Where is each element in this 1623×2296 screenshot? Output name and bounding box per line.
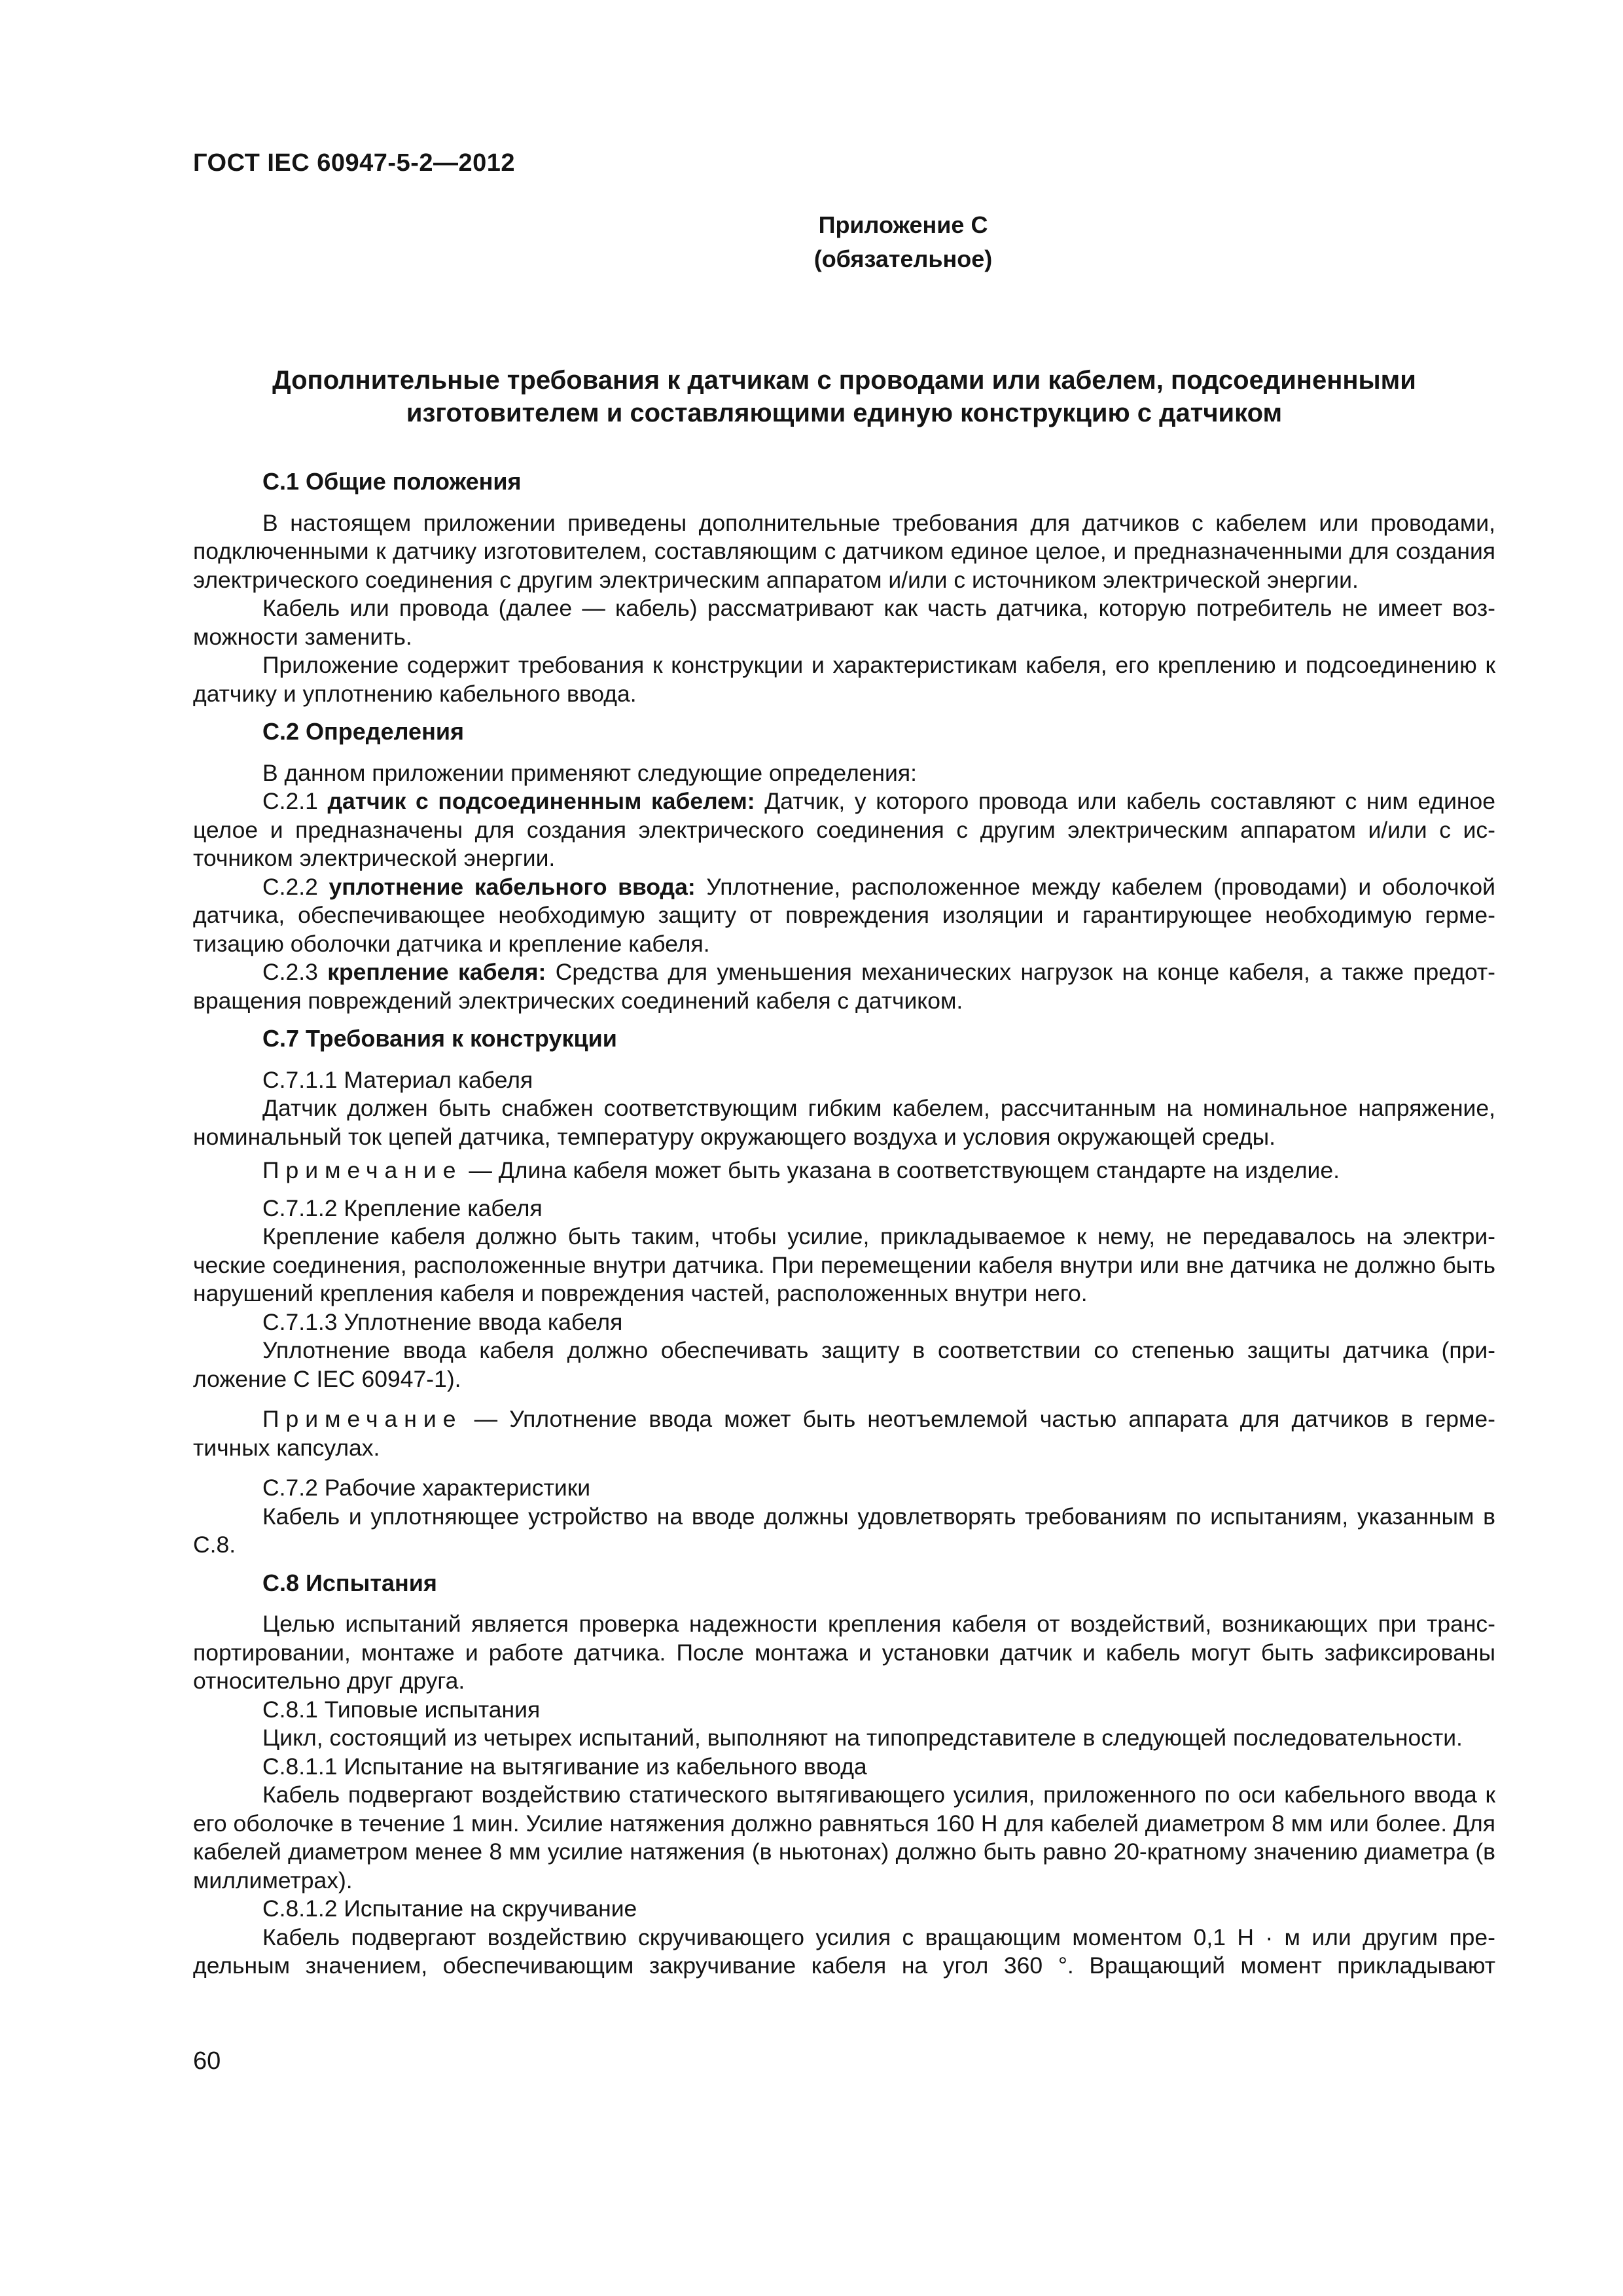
paragraph: В данном приложении применяют следующие определения: <box>262 759 917 786</box>
subclause-title: С.8.1.2 Испытание на скручивание <box>262 1895 637 1922</box>
paragraph: В настоящем приложении приведены дополнительные требования для датчиков с кабелем или проводами, подключенными к датчику изготовителем, составляющим с датчиком единое целое, и предназначенными для создания электрического соединения с другим электрическим аппаратом и/или с источником электрической энергии. <box>193 509 1495 593</box>
subclause-title: С.7.1.3 Уплотнение ввода кабеля <box>262 1308 623 1335</box>
page-number: 60 <box>193 2047 221 2075</box>
definition-c2-2 <box>193 873 1495 959</box>
definition-text: Уплотнение, расположенное между кабелем (проводами) и оболочкой датчика, обеспечивающее необходимую защиту от повреждения изоляции и гарантирующее необходимую герметизацию оболочки датчика и крепление кабеля. <box>193 873 1496 957</box>
definition-text: Датчик, у которого провода или кабель составляют с ним единое целое и предназначены для создания электрического соединения с другим электрическим аппаратом и/или с источником электрической энергии. <box>193 788 1496 871</box>
definition-term: крепление кабеля: <box>327 959 546 985</box>
section-heading-c8: С.8 Испытания <box>262 1569 437 1596</box>
definition-term: уплотнение кабельного ввода: <box>329 873 696 900</box>
paragraph: Датчик должен быть снабжен соответствующим гибким кабелем, рассчитанным на номинальное напряжение, номинальный ток цепей датчика, температуру окружающего воздуха и условия окружающей среды. <box>193 1095 1495 1150</box>
paragraph: Кабель и уплотняющее устройство на вводе должны удовлетворять требованиям по испытаниям, указанным в С.8. <box>193 1503 1495 1558</box>
clause-number: С.2.1 <box>262 788 328 814</box>
subclause-title: С.8.1 Типовые испытания <box>262 1696 541 1723</box>
paragraph: Целью испытаний является проверка надежности крепления кабеля от воздействий, возникающих при транспортировании, монтаже и работе датчика. После монтажа и установки датчик и кабель могут быть зафиксированы относительно друг друга. <box>193 1611 1495 1694</box>
appendix-heading-line-1: Дополнительные требования к датчикам с проводами или кабелем, подсоединенными <box>272 366 1416 395</box>
section-heading-c7: С.7 Требования к конструкции <box>262 1025 617 1052</box>
document-code: ГОСТ IEC 60947-5-2—2012 <box>193 149 516 177</box>
appendix-title: Приложение С <box>818 211 988 238</box>
note-label: Примечание <box>262 1157 463 1183</box>
document-body <box>193 462 1495 1981</box>
definition-text: Средства для уменьшения механических нагрузок на конце кабеля, а также предотвращения повреждений электрических соединений кабеля с датчиком. <box>193 959 1495 1014</box>
clause-number: С.2.2 <box>262 873 329 900</box>
subclause-title: С.8.1.1 Испытание на вытягивание из кабельного ввода <box>262 1753 867 1780</box>
paragraph: Цикл, состоящий из четырех испытаний, выполняют на типопредставителе в следующей последовательности. <box>262 1725 1463 1751</box>
note-1 <box>193 1157 1495 1185</box>
note-label: Примечание <box>262 1406 463 1432</box>
note-text: — Уплотнение ввода может быть неотъемлемой частью аппарата для датчиков в герметичных капсулах. <box>193 1406 1495 1461</box>
definition-term: датчик с подсоединенным кабелем: <box>327 788 755 814</box>
section-heading-c2: С.2 Определения <box>262 718 464 745</box>
paragraph: Кабель подвергают воздействию статического вытягивающего усилия, приложенного по оси кабельного ввода к его оболочке в течение 1 мин. Усилие натяжения должно равняться 160 Н для кабелей диаметром 8 мм или более. Для кабелей диаметром менее 8 мм усилие натяжения (в ньютонах) должно быть равно 20-кратному значению диаметра (в миллиметрах). <box>193 1782 1495 1893</box>
subclause-title: С.7.2 Рабочие характеристики <box>262 1475 591 1501</box>
note-2 <box>193 1405 1495 1462</box>
paragraph: Кабель подвергают воздействию скручивающего усилия с вращающим моментом 0,1 Н · м или другим предельным значением, обеспечивающим закручивание кабеля на угол 360 °. Вращающий момент прикладывают <box>193 1924 1495 1979</box>
paragraph: Приложение содержит требования к конструкции и характеристикам кабеля, его креплению и подсоединению к датчику и уплотнению кабельного ввода. <box>193 652 1495 707</box>
section-heading-c1: С.1 Общие положения <box>262 468 522 495</box>
subclause-title: С.7.1.1 Материал кабеля <box>262 1066 533 1093</box>
paragraph: Кабель или провода (далее — кабель) рассматривают как часть датчика, которую потребитель не имеет возможности заменить. <box>193 595 1495 650</box>
paragraph: Уплотнение ввода кабеля должно обеспечивать защиту в соответствии со степенью защиты датчика (приложение С IEC 60947-1). <box>193 1337 1495 1392</box>
definition-c2-3 <box>193 958 1495 1015</box>
definition-c2-1 <box>193 787 1495 873</box>
appendix-label <box>654 208 1152 276</box>
appendix-status: (обязательное) <box>813 245 993 272</box>
note-text: — Длина кабеля может быть указана в соответствующем стандарте на изделие. <box>462 1157 1340 1183</box>
paragraph: Крепление кабеля должно быть таким, чтобы усилие, прикладываемое к нему, не передавалось на электрические соединения, расположенные внутри датчика. При перемещении кабеля внутри или вне датчика не должно быть нарушений крепления кабеля и повреждения частей, расположенных внутри него. <box>193 1223 1495 1306</box>
subclause-title: С.7.1.2 Крепление кабеля <box>262 1194 543 1221</box>
appendix-heading-line-2: изготовителем и составляющими единую конструкцию с датчиком <box>406 399 1283 427</box>
appendix-heading <box>193 364 1495 429</box>
clause-number: С.2.3 <box>262 959 328 985</box>
